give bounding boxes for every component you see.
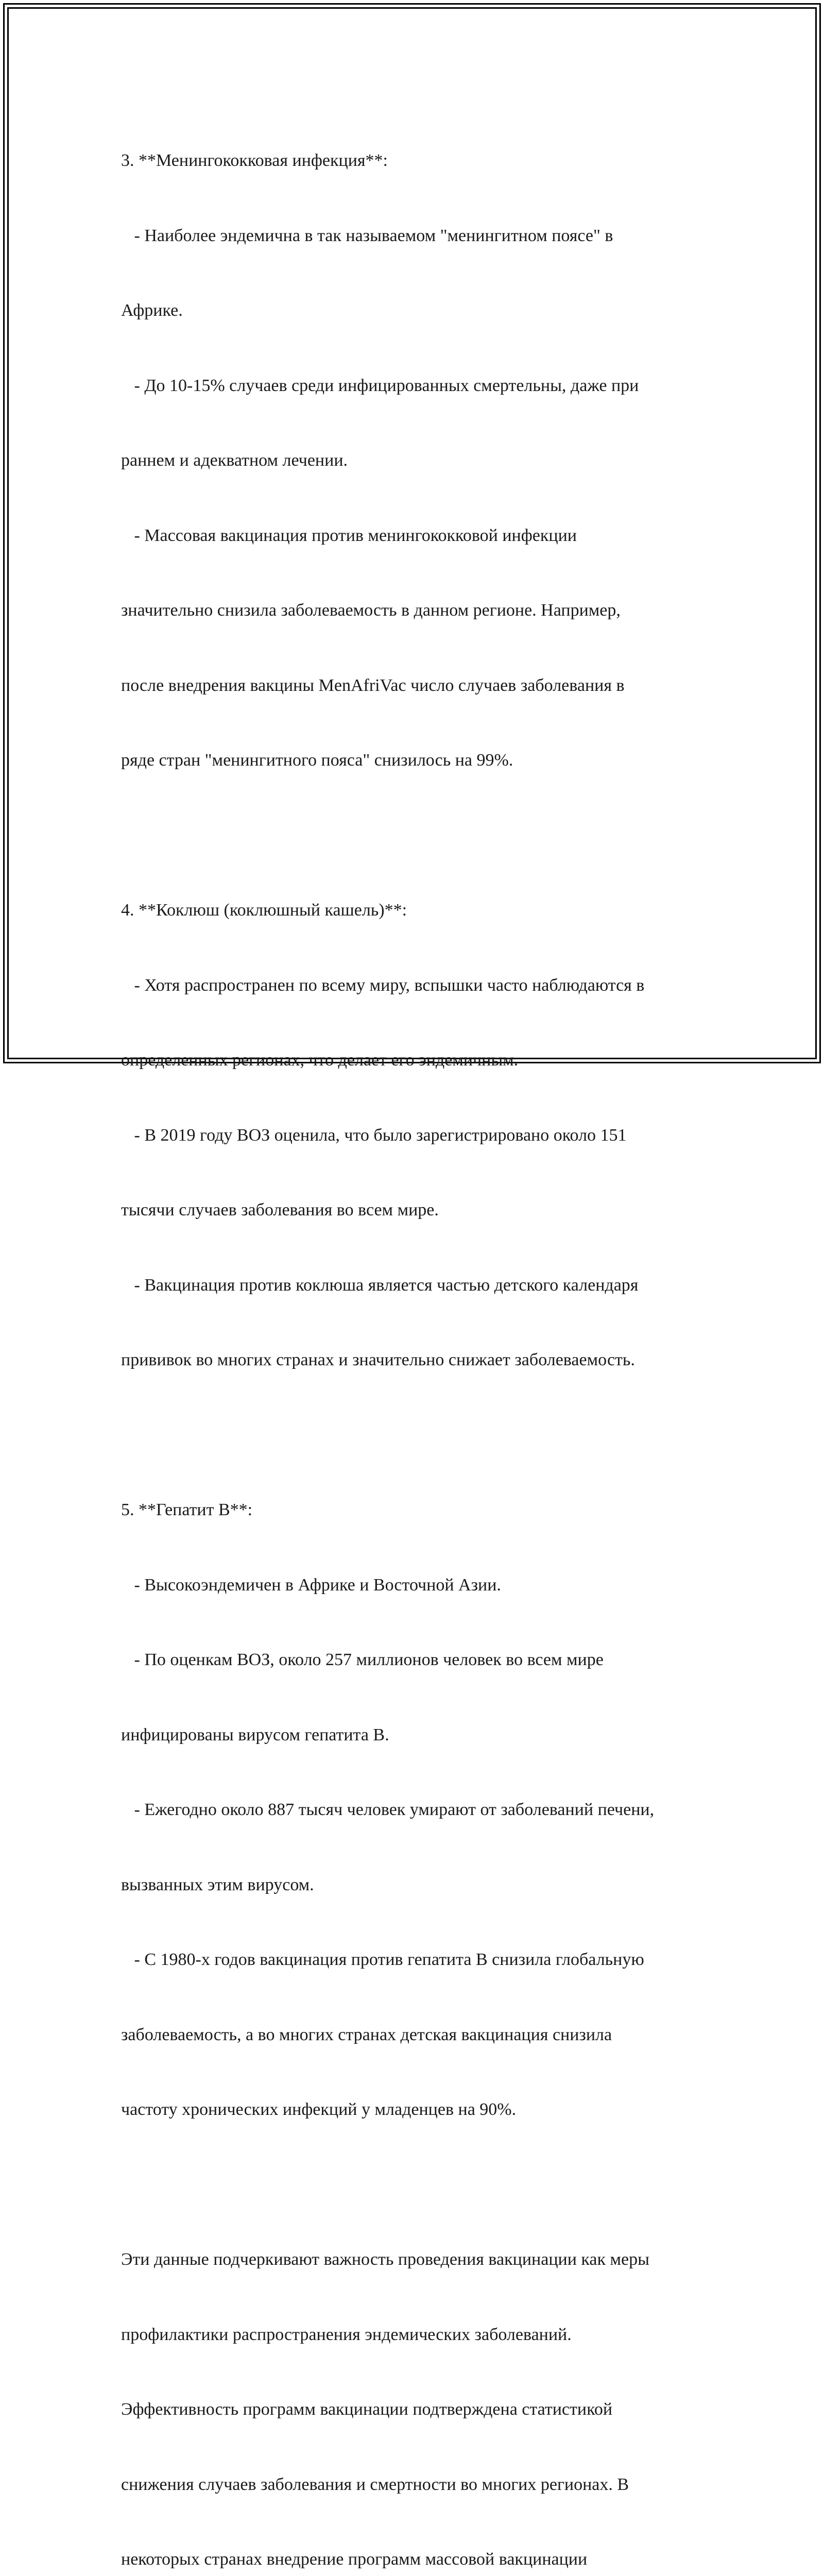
text-line: - Хотя распространен по всему миру, вспышки часто наблюдаются в xyxy=(121,975,645,995)
text-line: значительно снизила заболеваемость в данном регионе. Например, xyxy=(121,601,621,620)
text-line: - Ежегодно около 887 тысяч человек умирают от заболеваний печени, xyxy=(121,1800,655,1819)
text-line: - Массовая вакцинация против менингококковой инфекции xyxy=(121,526,577,545)
text-line: - Высокоэндемичен в Африке и Восточной Азии. xyxy=(121,1575,501,1595)
text-line: - По оценкам ВОЗ, около 257 миллионов человек во всем мире xyxy=(121,1650,604,1669)
text-line: Эффективность программ вакцинации подтверждена статистикой xyxy=(121,2400,613,2419)
text-line: частоту хронических инфекций у младенцев на 90%. xyxy=(121,2100,517,2119)
text-line: - До 10-15% случаев среди инфицированных смертельны, даже при xyxy=(121,376,639,395)
text-line: прививок во многих странах и значительно снижает заболеваемость. xyxy=(121,1350,635,1369)
text-line: инфицированы вирусом гепатита B. xyxy=(121,1725,389,1744)
text-line: 4. **Коклюш (коклюшный кашель)**: xyxy=(121,901,407,920)
text-line: заболеваемость, а во многих странах детская вакцинация снизила xyxy=(121,2025,612,2044)
text-line: - Наиболее эндемична в так называемом "менингитном поясе" в xyxy=(121,226,613,245)
text-line: Африке. xyxy=(121,301,183,320)
text-line: 5. **Гепатит B**: xyxy=(121,1500,253,1519)
blank-line xyxy=(121,1423,708,1448)
document-body xyxy=(121,98,708,2576)
text-line: раннем и адекватном лечении. xyxy=(121,451,348,470)
text-line: Эти данные подчеркивают важность проведения вакцинации как меры xyxy=(121,2250,649,2269)
text-line: некоторых странах внедрение программ массовой вакцинации xyxy=(121,2550,588,2569)
text-line: тысячи случаев заболевания во всем мире. xyxy=(121,1200,439,1219)
text-line: 3. **Менингококковая инфекция**: xyxy=(121,151,388,170)
text-line: снижения случаев заболевания и смертности во многих регионах. В xyxy=(121,2475,629,2494)
text-line: - Вакцинация против коклюша является частью детского календаря xyxy=(121,1275,639,1295)
text-line: профилактики распространения эндемических заболеваний. xyxy=(121,2325,572,2344)
text-line: ряде стран "менингитного пояса" снизилось на 99%. xyxy=(121,751,513,770)
text-line: - В 2019 году ВОЗ оценила, что было зарегистрировано около 151 xyxy=(121,1125,627,1145)
blank-line xyxy=(121,2173,708,2198)
text-line: вызванных этим вирусом. xyxy=(121,1875,314,1894)
text-line: после внедрения вакцины MenAfriVac число случаев заболевания в xyxy=(121,675,625,695)
blank-line xyxy=(121,823,708,849)
text-line: определенных регионах, что делает его эндемичным. xyxy=(121,1050,519,1070)
text-line: - С 1980-х годов вакцинация против гепатита B снизила глобальную xyxy=(121,1950,644,1969)
